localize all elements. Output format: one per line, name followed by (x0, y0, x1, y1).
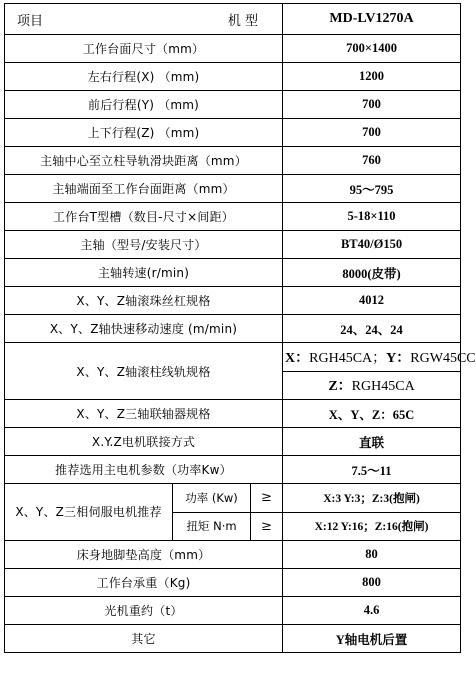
table-row (5, 597, 461, 625)
spec-value: 800 (283, 569, 461, 597)
spec-value: Y轴电机后置 (283, 625, 461, 653)
rail-x-prefix: X： (285, 350, 310, 366)
spec-label: 床身地脚垫高度（mm） (5, 541, 283, 569)
spec-label: 工作台T型槽（数目-尺寸×间距） (5, 203, 283, 231)
rail-row-xy (5, 343, 461, 372)
spec-label: 光机重约（t） (5, 597, 283, 625)
spec-label: 工作台面尺寸（mm） (5, 35, 283, 63)
servo-torque-symbol: ≥ (251, 512, 283, 541)
spec-value: BT40/Ø150 (283, 231, 461, 259)
spec-label: 主轴中心至立柱导轨滑块距离（mm） (5, 147, 283, 175)
spec-label: X、Y、Z三轴联轴器规格 (5, 400, 283, 428)
servo-power-value: X:3 Y:3；Z:3(抱闸) (283, 484, 461, 513)
spec-value: 80 (283, 541, 461, 569)
spec-value: 4.6 (283, 597, 461, 625)
spec-value: 7.5～11 (283, 456, 461, 484)
model-value: MD-LV1270A (283, 4, 461, 35)
spec-label: 主轴端面至工作台面距离（mm） (5, 175, 283, 203)
spec-value: 700 (283, 91, 461, 119)
table-row (5, 35, 461, 63)
spec-value: X、Y、Z：65C (283, 400, 461, 428)
servo-torque-value: X:12 Y:16；Z:16(抱闸) (283, 512, 461, 541)
spec-value: 700 (283, 119, 461, 147)
spec-value: 4012 (283, 287, 461, 315)
servo-label: X、Y、Z三相伺服电机推荐 (5, 484, 173, 541)
spec-label: X、Y、Z轴快速移动速度 (m/min) (5, 315, 283, 343)
spec-value: 5-18×110 (283, 203, 461, 231)
servo-power-label: 功率 (Kw) (173, 484, 251, 513)
table-row (5, 63, 461, 91)
rail-x-value: RGH45CA； (309, 350, 387, 366)
table-row (5, 456, 461, 484)
rail-y-value: RGW45CC (410, 350, 476, 366)
spec-label: 左右行程(X) （mm) (5, 63, 283, 91)
table-row (5, 91, 461, 119)
spec-table (4, 3, 476, 653)
spec-label: 前后行程(Y) （mm) (5, 91, 283, 119)
spec-label: 推荐选用主电机参数（功率Kw） (5, 456, 283, 484)
spec-value: 直联 (283, 428, 461, 456)
spec-value: 1200 (283, 63, 461, 91)
table-row (5, 119, 461, 147)
rail-z-value (283, 371, 461, 400)
servo-row-power (5, 484, 461, 513)
rail-y-prefix: Y： (386, 350, 411, 366)
spec-value: 95～795 (283, 175, 461, 203)
table-row (5, 287, 461, 315)
table-row (5, 231, 461, 259)
spec-label: 主轴转速(r/min) (5, 259, 283, 287)
spec-label: 工作台承重（Kg) (5, 569, 283, 597)
spec-label: X.Y.Z电机联接方式 (5, 428, 283, 456)
model-header-label: 机 型 (227, 13, 259, 29)
spec-value: 760 (283, 147, 461, 175)
spec-label: 上下行程(Z) （mm) (5, 119, 283, 147)
rail-z-text: RGH45CA (351, 379, 415, 395)
table-row (5, 203, 461, 231)
servo-power-symbol: ≥ (251, 484, 283, 513)
rail-label: X、Y、Z轴滚柱线轨规格 (5, 343, 283, 400)
rail-z-prefix: Z： (328, 379, 352, 395)
spec-label: X、Y、Z轴滚珠丝杠规格 (5, 287, 283, 315)
rail-xy-value (283, 343, 476, 372)
table-row (5, 541, 461, 569)
header-label-cell (5, 4, 283, 35)
table-row (5, 569, 461, 597)
table-row (5, 259, 461, 287)
item-header-label: 项目 (17, 13, 44, 29)
spec-value: 24、24、24 (283, 315, 461, 343)
spec-value: 8000(皮带) (283, 259, 461, 287)
spec-label: 其它 (5, 625, 283, 653)
header-row (5, 4, 461, 35)
table-row (5, 175, 461, 203)
table-row (5, 428, 461, 456)
table-row (5, 625, 461, 653)
spec-label: 主轴（型号/安装尺寸） (5, 231, 283, 259)
spec-value: 700×1400 (283, 35, 461, 63)
table-row (5, 147, 461, 175)
table-row (5, 400, 461, 428)
table-row (5, 315, 461, 343)
servo-torque-label: 扭矩 N·m (173, 512, 251, 541)
